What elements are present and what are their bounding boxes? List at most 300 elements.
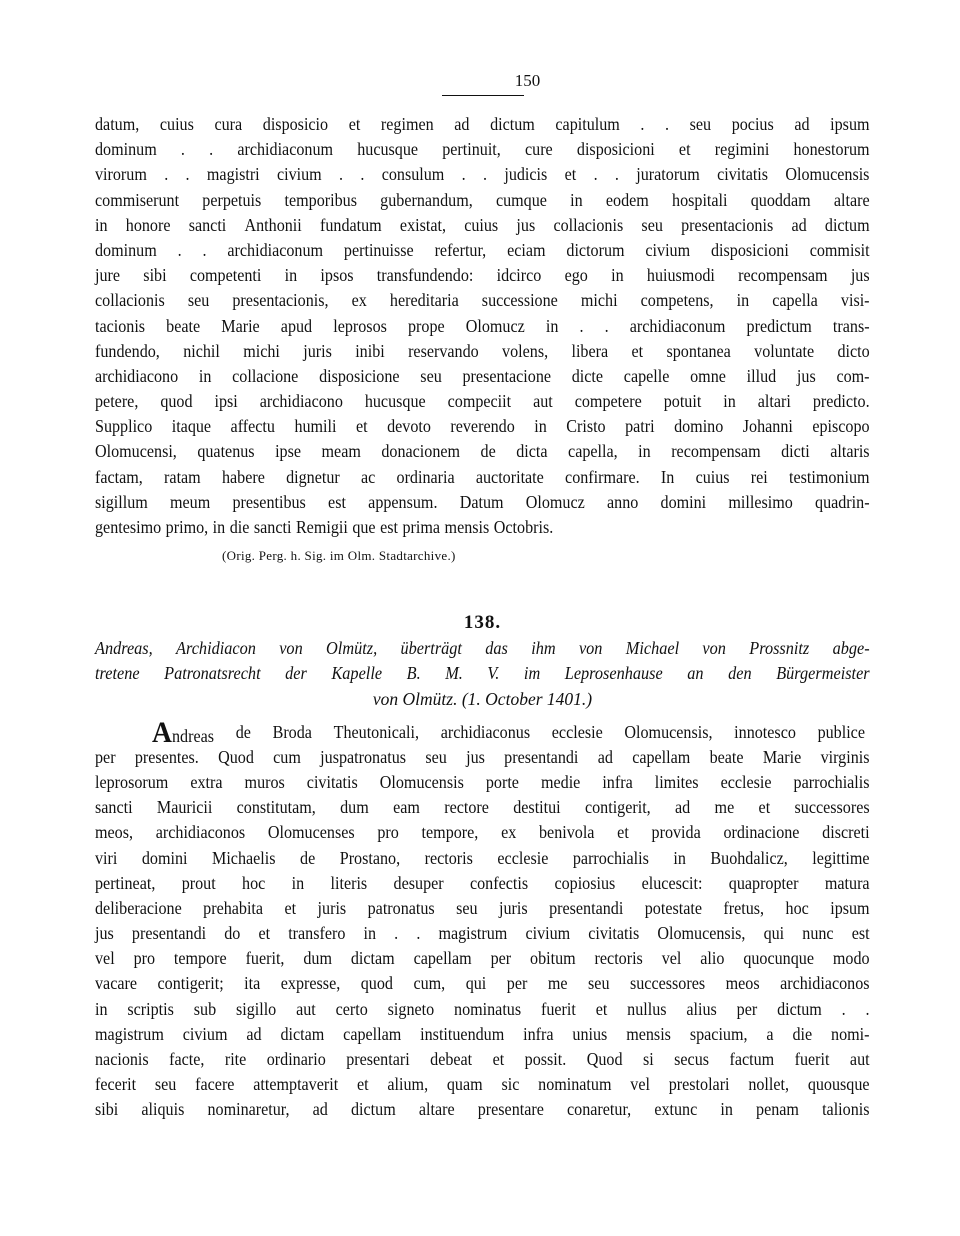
word: prout — [181, 872, 216, 893]
word: constitutam, — [236, 797, 316, 818]
word: . — [164, 164, 169, 185]
word: die — [792, 1023, 813, 1044]
word: meos, — [95, 822, 134, 843]
word: apud — [280, 315, 313, 336]
word: cum, — [413, 973, 446, 994]
word: Andreas, — [95, 638, 153, 659]
word: et — [355, 416, 368, 437]
word: commiserunt — [95, 189, 180, 210]
word: eciam — [507, 239, 546, 260]
word: in — [95, 214, 108, 235]
word: virorum — [95, 164, 147, 185]
word: presentari — [346, 1049, 410, 1069]
word: jus — [516, 214, 536, 235]
word: capellam — [632, 746, 691, 767]
word: altare — [833, 189, 870, 210]
source-note: (Orig. Perg. h. Sig. im Olm. Stadtarchive.) — [222, 548, 456, 564]
word: seu — [187, 290, 210, 311]
word: michi — [580, 290, 618, 311]
word: jus — [850, 265, 870, 286]
word: legittime — [812, 847, 870, 868]
word: commisit — [809, 239, 870, 260]
word: prehabita — [203, 897, 264, 918]
word: fundendo, — [95, 340, 160, 361]
word: virginis — [820, 746, 870, 767]
text-line — [95, 745, 870, 770]
text-line — [95, 162, 870, 187]
word: Olomucz — [465, 315, 525, 336]
word: ad — [675, 797, 691, 818]
word: capella, — [568, 441, 618, 462]
word: literis — [330, 872, 368, 893]
text-line — [95, 515, 870, 540]
word: cure — [524, 139, 553, 160]
word: . — [202, 239, 207, 260]
word: tretene — [95, 663, 140, 684]
word: altaris — [830, 441, 870, 462]
word: der — [285, 663, 307, 684]
word: cumque — [495, 189, 547, 210]
word: presentibus — [232, 491, 306, 512]
word: quod — [160, 391, 193, 412]
word: in — [291, 872, 305, 893]
word: meos — [725, 973, 760, 994]
word: sibi — [143, 265, 167, 286]
word: prima — [402, 517, 441, 537]
text-line — [95, 770, 870, 795]
word: Octobris. — [493, 517, 554, 537]
word: libera — [571, 340, 609, 361]
word: sibi — [95, 1099, 119, 1120]
word: in — [534, 416, 547, 437]
word: eodem — [605, 189, 649, 210]
word: donacionem — [381, 441, 461, 462]
word: quam — [446, 1074, 483, 1095]
word: transfero — [288, 923, 346, 944]
word: regimini — [714, 139, 770, 160]
word: cuius — [464, 214, 499, 235]
word: civium — [276, 164, 322, 185]
word: et — [631, 340, 644, 361]
word: B. — [406, 663, 421, 684]
word: volens, — [502, 340, 549, 361]
word: vel — [661, 948, 682, 969]
word: rite — [224, 1049, 247, 1069]
word: alio — [700, 948, 725, 969]
word: gentesimo — [95, 517, 162, 537]
word: capella — [772, 290, 818, 311]
word: primo, — [165, 517, 209, 537]
word: presentacionis, — [232, 290, 329, 311]
word: . — [339, 164, 344, 185]
word: matura — [824, 872, 870, 893]
word: hospitali — [672, 189, 728, 210]
word: von — [702, 638, 726, 659]
word: huiusmodi — [646, 265, 715, 286]
word: in — [363, 923, 377, 944]
word: compeciit — [447, 391, 512, 412]
word: nominatum — [538, 1074, 612, 1095]
word: seu — [689, 114, 712, 134]
word: datum, — [95, 114, 140, 134]
word: ecclesie — [551, 721, 603, 742]
word: fuerit, — [245, 948, 285, 969]
word: archidiaconus — [440, 721, 531, 742]
word: fecerit — [95, 1074, 137, 1095]
word: civium — [645, 239, 691, 260]
word: extra — [190, 771, 223, 792]
word: factum — [729, 1049, 775, 1069]
word: Remigii — [295, 517, 348, 537]
word: juratorum — [636, 164, 700, 185]
word: in — [198, 365, 212, 386]
word: dictum — [351, 1099, 396, 1120]
word: et — [348, 114, 361, 134]
word: juris — [317, 897, 347, 918]
regest-line — [95, 661, 870, 686]
first-line — [95, 715, 865, 749]
page-number-rule — [442, 95, 524, 96]
word: . — [394, 923, 399, 944]
word: eam — [393, 797, 420, 818]
word: et — [284, 897, 297, 918]
word: ad — [312, 1099, 328, 1120]
word: in — [545, 315, 559, 336]
word: archidiacono — [95, 365, 179, 386]
word: publice — [817, 721, 865, 742]
text-line — [95, 439, 870, 464]
word: . — [865, 998, 870, 1019]
word: Cristo — [566, 416, 606, 437]
word: et — [492, 1049, 505, 1069]
word: hucusque — [364, 391, 426, 412]
word: me — [714, 797, 735, 818]
word: dicto — [837, 340, 870, 361]
word: reverendo — [450, 416, 515, 437]
word: que — [352, 517, 376, 537]
word: aut — [533, 391, 553, 412]
word: seu — [641, 214, 663, 235]
word: mensis — [444, 517, 490, 537]
continuation-text — [95, 112, 870, 540]
word: dicti — [781, 441, 810, 462]
text-line — [95, 263, 870, 288]
word: sigillo — [235, 998, 277, 1019]
word: viri — [95, 847, 118, 868]
word: in — [95, 998, 108, 1019]
word: muros — [244, 771, 285, 792]
text-line — [95, 1022, 870, 1047]
word: in — [638, 441, 651, 462]
word: in — [723, 391, 736, 412]
word: nomi- — [831, 1023, 870, 1044]
text-line — [95, 946, 870, 971]
word: dicta — [516, 441, 548, 462]
word: porte — [485, 771, 519, 792]
word: . — [579, 315, 584, 336]
word: fundatum — [319, 214, 382, 235]
word: mensis — [626, 1023, 671, 1044]
word: benivola — [539, 822, 595, 843]
word: hucusque — [357, 139, 419, 160]
word: hereditaria — [389, 290, 459, 311]
word: fretus, — [723, 897, 765, 918]
word: expresse, — [280, 973, 341, 994]
word: magistrum — [438, 923, 508, 944]
word: Olomucensis, — [624, 721, 713, 742]
word: capellam — [413, 948, 472, 969]
word: civium — [525, 923, 571, 944]
text-line — [95, 490, 870, 515]
word: sub — [193, 998, 217, 1019]
word: episcopo — [812, 416, 870, 437]
word: me — [547, 973, 568, 994]
word: de — [300, 847, 316, 868]
word: . — [416, 923, 421, 944]
text-line — [95, 465, 870, 490]
word: meam — [321, 441, 361, 462]
word: dictum — [777, 998, 822, 1019]
word: magistri — [206, 164, 260, 185]
word: . — [185, 164, 190, 185]
word: signeto — [387, 998, 435, 1019]
word: Olomucensis — [379, 771, 464, 792]
word: Olomucensis, — [657, 923, 746, 944]
word: Olomucz — [525, 491, 585, 512]
word: presentacione — [462, 365, 552, 386]
word: collacionis — [553, 214, 624, 235]
word: petere, — [95, 391, 139, 412]
word: et — [564, 164, 577, 185]
word: cuius — [695, 466, 730, 487]
word: in — [284, 265, 298, 286]
word: disposicione — [319, 365, 400, 386]
word: confirmare. — [565, 466, 640, 487]
word: ad — [791, 214, 807, 235]
word: ecclesie — [720, 771, 772, 792]
word: archidiaconum — [629, 315, 726, 336]
word: . — [360, 164, 365, 185]
word: affectu — [230, 416, 275, 437]
word: beate — [709, 746, 744, 767]
word: Mauricii — [156, 797, 213, 818]
word: nunc — [802, 923, 834, 944]
word: sigillum — [95, 491, 148, 512]
word: im — [523, 663, 541, 684]
word: domini — [141, 847, 188, 868]
word: ratam — [164, 466, 201, 487]
word: seu — [420, 365, 442, 386]
word: ordinaria — [396, 466, 455, 487]
word: ipse — [275, 441, 302, 462]
word: appensum. — [368, 491, 438, 512]
word: juris — [303, 340, 332, 361]
word: in — [212, 517, 226, 537]
text-line — [95, 896, 870, 921]
word: destitui — [513, 797, 561, 818]
text-line — [95, 997, 870, 1022]
word: limites — [654, 771, 699, 792]
word: capitulum — [555, 114, 620, 134]
regest-line — [95, 636, 870, 661]
word: illud — [746, 365, 777, 386]
word: dominum — [95, 239, 157, 260]
word: pertinuisse — [343, 239, 414, 260]
word: civitatis — [588, 923, 640, 944]
word: ipsos — [320, 265, 354, 286]
word: cum — [273, 746, 301, 767]
word: ad — [246, 1023, 262, 1044]
word: sic — [501, 1074, 520, 1095]
word: sancti — [95, 797, 133, 818]
word: patri — [625, 416, 655, 437]
word: extunc — [654, 1099, 698, 1120]
text-line — [95, 288, 870, 313]
word: tempore — [173, 948, 227, 969]
word: certo — [335, 998, 368, 1019]
word: archidiaconum — [227, 239, 324, 260]
word: a — [766, 1023, 774, 1044]
word: discreti — [822, 822, 870, 843]
word: factam, — [95, 466, 143, 487]
document-number: 138. — [463, 612, 502, 634]
word: itaque — [171, 416, 212, 437]
word: patronatus — [367, 897, 435, 918]
word: quatenus — [197, 441, 255, 462]
text-line — [95, 137, 870, 162]
word: Prostano, — [339, 847, 401, 868]
text-line — [95, 188, 870, 213]
word: recompensam — [738, 265, 828, 286]
word: contigerit, — [584, 797, 651, 818]
word: Olmütz, — [326, 638, 378, 659]
word: parrochialis — [572, 847, 649, 868]
word: possit. — [524, 1049, 567, 1069]
word: ex — [501, 822, 517, 843]
word: Kapelle — [331, 663, 383, 684]
word: successores — [629, 973, 706, 994]
word: ihm — [531, 638, 556, 659]
word: ipsum — [830, 114, 870, 134]
word: prestolari — [668, 1074, 730, 1095]
word: potestate — [644, 897, 702, 918]
word: seu — [456, 897, 478, 918]
word: per — [736, 998, 758, 1019]
word: juspatronatus — [320, 746, 407, 767]
word: leprosorum — [95, 771, 169, 792]
word: nominatus — [454, 998, 522, 1019]
word: . — [604, 315, 609, 336]
word: infra — [523, 1023, 554, 1044]
word: competere — [574, 391, 642, 412]
word: existat, — [399, 214, 446, 235]
word: in — [611, 265, 624, 286]
word: auctoritate — [475, 466, 544, 487]
page-number: 150 — [514, 71, 541, 90]
word: do — [224, 923, 241, 944]
word: facere — [195, 1074, 235, 1095]
word: ex — [351, 290, 367, 311]
word: aliquis — [141, 1099, 185, 1120]
word: michi — [243, 340, 280, 361]
word: testimonium — [789, 466, 870, 487]
word: quapropter — [728, 872, 799, 893]
word: ordinario — [266, 1049, 326, 1069]
word: presentandi — [504, 746, 579, 767]
word: de — [235, 721, 251, 742]
word: Michaelis — [212, 847, 276, 868]
word: et — [678, 139, 691, 160]
word: talionis — [822, 1099, 870, 1120]
word: competenti — [189, 265, 262, 286]
word: successione — [481, 290, 558, 311]
word: trans- — [832, 315, 870, 336]
word: parrochialis — [793, 771, 870, 792]
word: omne — [690, 365, 726, 386]
word: provida — [651, 822, 701, 843]
word: civium — [182, 1023, 228, 1044]
word: das — [485, 638, 508, 659]
word: pro — [133, 948, 156, 969]
text-line — [95, 238, 870, 263]
word: qui — [465, 973, 487, 994]
word: aut — [849, 1049, 870, 1069]
word: presentandi — [131, 923, 207, 944]
word: capelle — [623, 365, 670, 386]
word: presentare — [477, 1099, 544, 1120]
word: an — [687, 663, 704, 684]
text-line — [95, 213, 870, 238]
word: recompensam — [671, 441, 761, 462]
word: altare — [418, 1099, 455, 1120]
word: dictam — [350, 948, 395, 969]
word: perpetuis — [202, 189, 262, 210]
word: Olomucensis — [785, 164, 870, 185]
word: successores — [794, 797, 870, 818]
word: spontanea — [666, 340, 731, 361]
word: ipsum — [830, 897, 870, 918]
word: cura — [214, 114, 243, 134]
word: . — [841, 998, 846, 1019]
word: dum — [303, 948, 332, 969]
word: est — [328, 491, 346, 512]
word: hoc — [242, 872, 266, 893]
word: hoc — [785, 897, 809, 918]
word: presentandi — [549, 897, 624, 918]
word: innotesco — [734, 721, 796, 742]
word: attemptaverit — [253, 1074, 339, 1095]
word: nollet, — [748, 1074, 790, 1095]
word: ego — [564, 265, 588, 286]
word: den — [728, 663, 752, 684]
word: civitatis — [717, 164, 769, 185]
word: V. — [487, 663, 500, 684]
word: magistrum — [95, 1023, 164, 1044]
word: penam — [756, 1099, 799, 1120]
word: civitatis — [306, 771, 358, 792]
word: per — [506, 973, 528, 994]
word: ac — [360, 466, 376, 487]
word: Johanni — [742, 416, 793, 437]
document-text — [95, 715, 870, 1123]
word: nominaretur, — [207, 1099, 290, 1120]
word: dicte — [571, 365, 604, 386]
word: dictam — [280, 1023, 325, 1044]
word: dictum — [824, 214, 870, 235]
word: et — [617, 822, 629, 843]
word: beate — [166, 315, 201, 336]
word: collacionis — [95, 290, 165, 311]
